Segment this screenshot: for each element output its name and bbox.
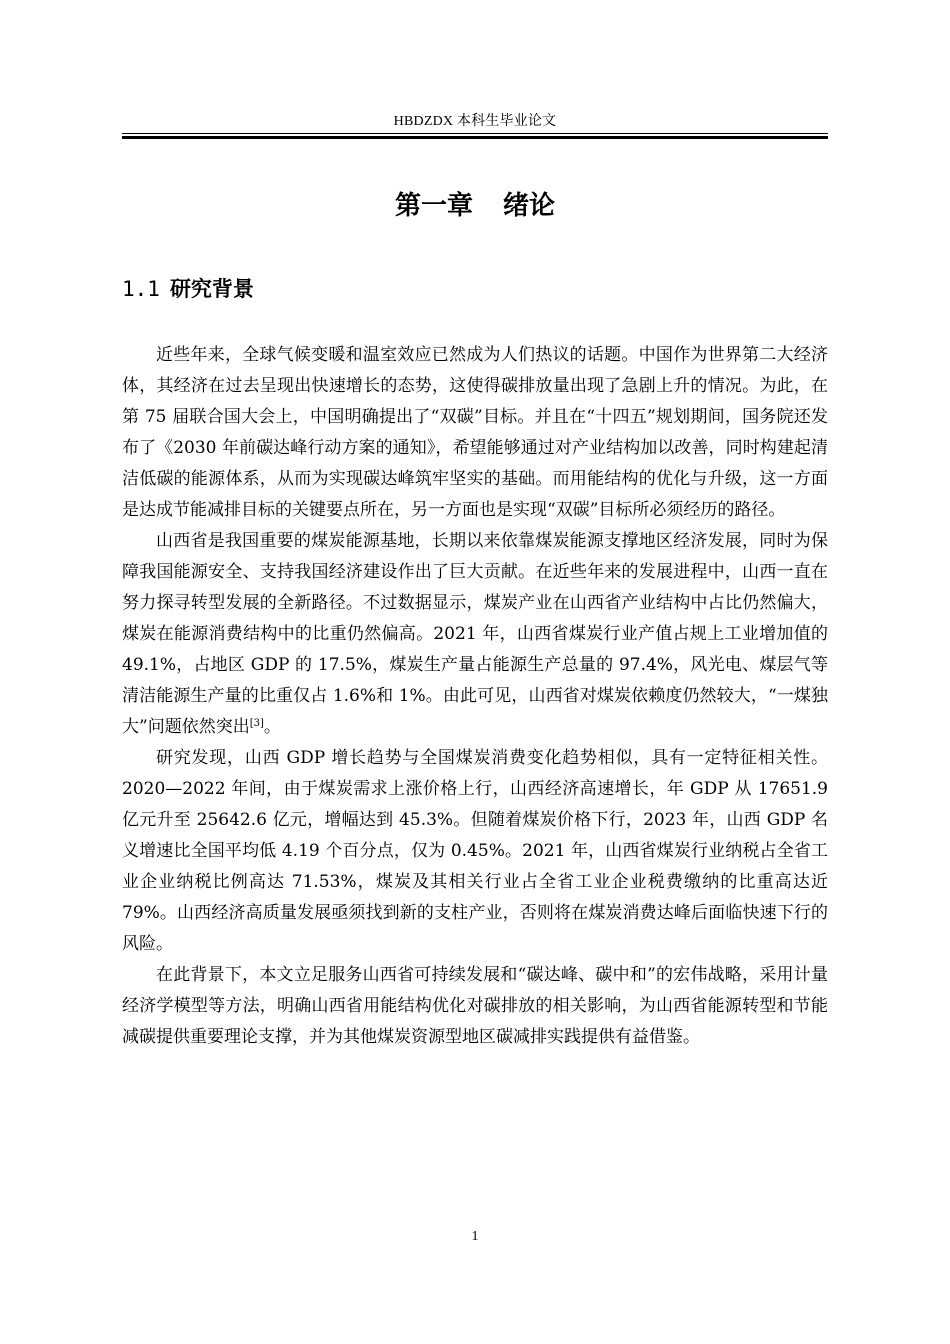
paragraph [122,340,828,526]
paragraph [122,960,828,1053]
running-header: HBDZDX 本科生毕业论文 [393,114,557,129]
section-number: 1.1 [122,277,160,301]
header-rule-thin [122,133,828,134]
paragraph [122,526,828,743]
paragraph-text: 研究发现，山西 GDP 增长趋势与全国煤炭消费变化趋势相似，具有一定特征相关性。2020—2022 年间，由于煤炭需求上涨价格上行，山西经济高速增长，年 GDP 从 17651.9 亿元升至 25642.6 亿元，增幅达到 45.3%。但随着煤炭价格下行，2023 年，山西 GDP 名义增速比全国平均低 4.19 个百分点，仅为 0.45%。2021 年，山西省煤炭行业纳税占全省工业企业纳税比例高达 71.53%，煤炭及其相关行业占全省工业企业税费缴纳的比重高达近 79%。山西经济高质量发展亟须找到新的支柱产业，否则将在煤炭消费达峰后面临快速下行的风险。 [122,748,828,954]
paragraph-text: 近些年来，全球气候变暖和温室效应已然成为人们热议的话题。中国作为世界第二大经济体，其经济在过去呈现出快速增长的态势，这使得碳排放量出现了急剧上升的情况。为此，在第 75 届联合国大会上，中国明确提出了“双碳”目标。并且在“十四五”规划期间，国务院还发布了《2030 年前碳达峰行动方案的通知》，希望能够通过对产业结构加以改善，同时构建起清洁低碳的能源体系，从而为实现碳达峰筑牢坚实的基础。而用能结构的优化与升级，这一方面是达成节能减排目标的关键要点所在，另一方面也是实现“双碳”目标所必须经历的路径。 [122,345,828,520]
section-title: 研究背景 [169,277,254,301]
section-heading [122,274,254,304]
page-number: 1 [471,1229,479,1244]
paragraph-text: 在此背景下，本文立足服务山西省可持续发展和“碳达峰、碳中和”的宏伟战略，采用计量经济学模型等方法，明确山西省用能结构优化对碳排放的相关影响，为山西省能源转型和节能减碳提供重要理论支撑，并为其他煤炭资源型地区碳减排实践提供有益借鉴。 [122,965,828,1047]
chapter-label: 第一章 [394,191,473,221]
body-text [122,340,828,1053]
citation-ref[interactable]: [3] [249,718,264,729]
chapter-title [122,188,828,224]
paragraph [122,743,828,960]
paragraph-text: 山西省是我国重要的煤炭能源基地，长期以来依靠煤炭能源支撑地区经济发展，同时为保障我国能源安全、支持我国经济建设作出了巨大贡献。在近些年来的发展进程中，山西一直在努力探寻转型发展的全新路径。不过数据显示，煤炭产业在山西省产业结构中占比仍然偏大，煤炭在能源消费结构中的比重仍然偏高。2021 年，山西省煤炭行业产值占规上工业增加值的 49.1%，占地区 GDP 的 17.5%，煤炭生产量占能源生产总量的 97.4%，风光电、煤层气等清洁能源生产量的比重仅占 1.6%和 1%。由此可见，山西省对煤炭依赖度仍然较大，“一煤独大”问题依然突出 [122,531,828,737]
paragraph-tail: 。 [263,717,281,737]
header-rule-thick [122,136,828,139]
chapter-name: 绪论 [503,191,556,221]
